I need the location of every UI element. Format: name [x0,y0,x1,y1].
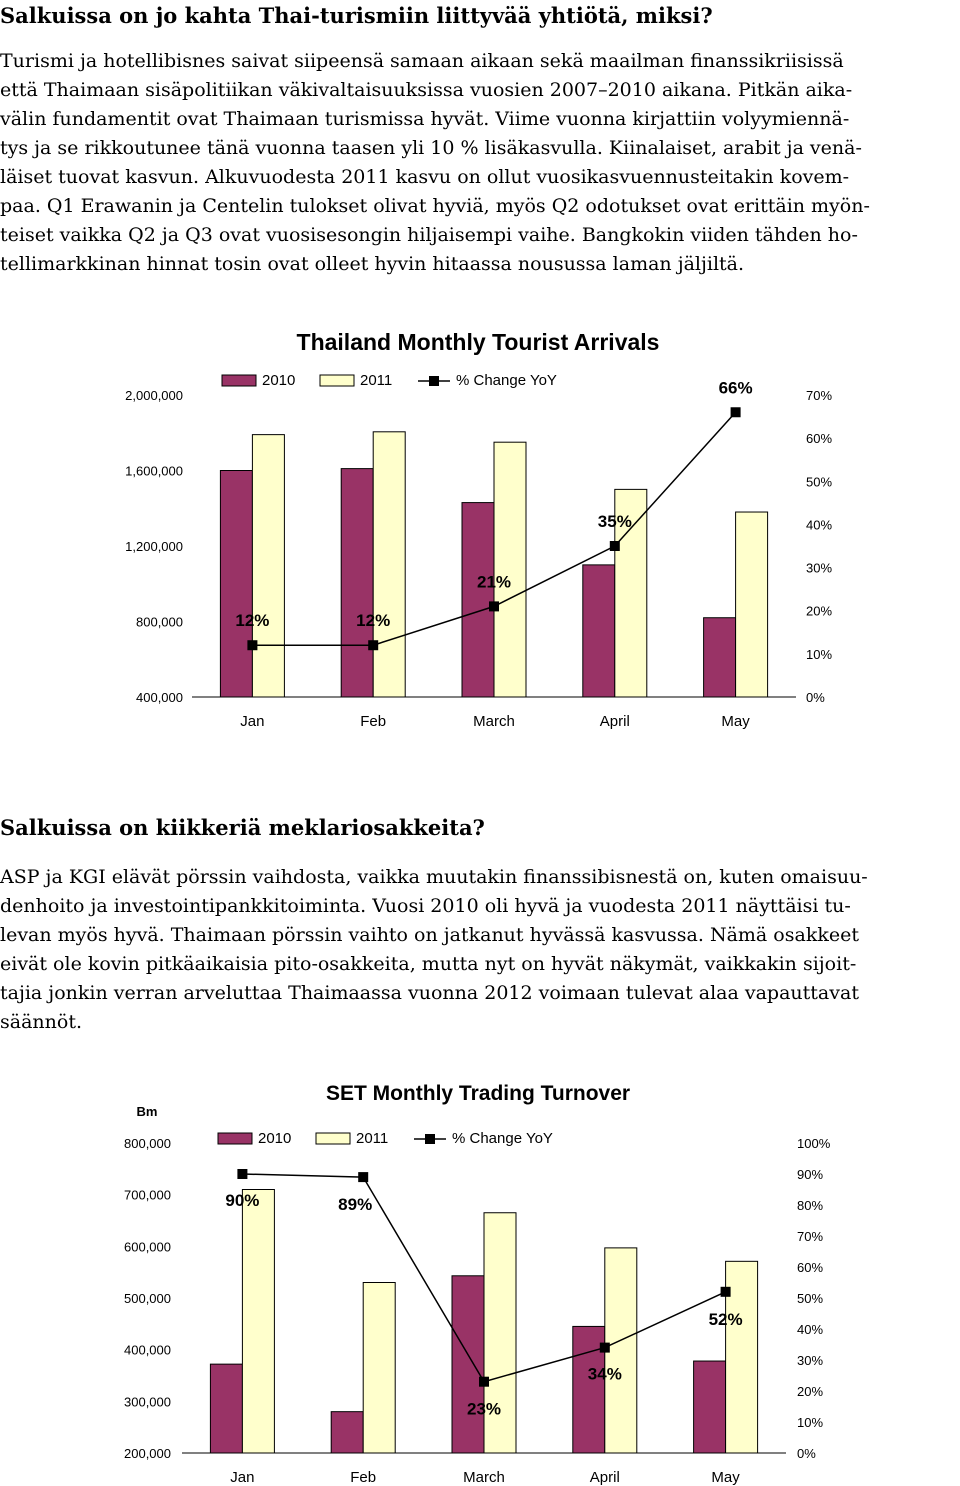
text-line: tys ja se rikkoutunee tänä vuonna taasen yli 10 % lisäkasvulla. Kiinalaiset, arabit ja venä- [0,137,862,159]
data-label: 23% [466,1399,502,1419]
y2-tick-label: 10% [797,1415,824,1430]
y2-tick-label: 70% [806,388,833,403]
tourist-arrivals-chart [0,310,960,750]
y2-tick-label: 20% [797,1384,824,1399]
yoy-point-marker [358,1172,368,1182]
paragraph-brokers [0,863,956,1037]
y2-tick-label: 80% [797,1198,824,1213]
y2-tick-label: 0% [797,1446,816,1461]
bar-2010 [452,1276,484,1453]
unit-label: Bm [136,1104,158,1119]
y2-tick-label: 60% [797,1260,824,1275]
paragraph-tourism [0,47,956,279]
y2-tick-label: 90% [797,1167,824,1182]
bar-2011 [373,432,405,697]
yoy-point-marker [247,640,257,650]
legend-swatch-2010 [218,1133,252,1144]
legend-swatch-2011 [316,1133,350,1144]
text-line: että Thaimaan sisäpolitiikan väkivaltaisuuksissa vuosien 2007–2010 aikana. Pitkän aika- [0,79,853,101]
bar-2010 [220,471,252,698]
bar-2010 [341,469,373,697]
yoy-point-marker [479,1377,489,1387]
y2-tick-label: 10% [806,646,833,662]
text-line: levan myös hyvä. Thaimaan pörssin vaihto on jatkanut hyvässä kasvussa. Nämä osakkeet [0,924,859,946]
x-category-label: May [711,1469,740,1486]
bar-2010 [704,618,736,697]
data-label: 89% [338,1195,373,1215]
legend-label-2010: 2010 [258,1130,292,1147]
y2-tick-label: 70% [797,1229,824,1244]
yoy-point-marker [237,1169,247,1179]
y-tick-label: 400,000 [136,690,183,705]
y2-tick-label: 50% [797,1291,824,1306]
x-category-label: Jan [240,713,265,730]
legend-marker-yoy [425,1134,435,1144]
y-tick-label: 800,000 [124,1136,171,1151]
bar-2010 [694,1361,726,1453]
text-line: välin fundamentit ovat Thaimaan turismissa hyvät. Viime vuonna kirjattiin volyymiennä- [0,108,850,130]
y-tick-label: 800,000 [136,614,183,630]
y2-tick-label: 40% [797,1322,824,1337]
y2-tick-label: 0% [806,690,825,705]
y2-tick-label: 20% [806,603,833,619]
bar-2011 [736,512,768,697]
y2-tick-label: 30% [806,560,833,576]
data-label: 90% [225,1191,260,1210]
bar-2010 [462,503,494,697]
section-heading-brokers: Salkuissa on kiikkeriä meklariosakkeita? [0,815,485,840]
x-category-label: April [589,1469,620,1486]
legend-marker-yoy [429,376,439,386]
y2-tick-label: 30% [797,1353,824,1368]
y-tick-label: 300,000 [124,1394,171,1410]
text-line: paa. Q1 Erawanin ja Centelin tulokset olivat hyviä, myös Q2 odotukset ovat erittäin myön- [0,195,870,217]
bar-2011 [363,1283,395,1454]
yoy-point-marker [721,1287,731,1297]
section-heading-tourism: Salkuissa on jo kahta Thai-turismiin liittyvää yhtiötä, miksi? [0,3,713,28]
bar-2011 [252,435,284,697]
legend-label-yoy: % Change YoY [456,372,557,389]
bar-2010 [210,1364,242,1453]
text-line: teiset vaikka Q2 ja Q3 ovat vuosisesongin hiljaisempi vaihe. Bangkokin viiden tähden ho- [0,224,858,246]
bar-2011 [494,442,526,697]
text-line: Turismi ja hotellibisnes saivat siipeensä samaan aikaan sekä maailman finanssikriisissä [0,50,844,72]
data-label: 21% [476,572,512,592]
x-category-label: Feb [360,713,387,730]
bar-2011 [242,1190,274,1454]
text-line: denhoito ja investointipankkitoiminta. Vuosi 2010 oli hyvä ja vuodesta 2011 näyttäisi tu- [0,895,851,917]
yoy-point-marker [731,407,741,417]
data-label: 12% [356,611,391,631]
y-tick-label: 200,000 [124,1446,171,1461]
y-tick-label: 500,000 [124,1291,171,1306]
text-line: tellimarkkinan hinnat tosin ovat olleet hyvin hitaassa nousussa laman jäljiltä. [0,253,745,275]
yoy-point-marker [600,1343,610,1353]
text-line: tajia jonkin verran arveluttaa Thaimaassa vuonna 2012 voimaan tulevat alaa vapauttavat [0,982,859,1004]
text-line: ASP ja KGI elävät pörssin vaihdosta, vaikka muutakin finanssibisnestä on, kuten omaisuu- [0,866,868,888]
legend-label-2010: 2010 [262,372,296,389]
y2-tick-label: 100% [797,1136,831,1151]
y-tick-label: 1,600,000 [125,463,183,479]
data-label: 66% [718,378,753,398]
legend-label-2011: 2011 [360,372,393,389]
bar-2010 [331,1412,363,1453]
y-tick-label: 1,200,000 [125,539,183,554]
set-turnover-chart [0,1060,960,1486]
y-tick-label: 400,000 [124,1342,171,1358]
y2-tick-label: 50% [806,474,833,490]
x-category-label: Feb [350,1469,377,1486]
x-category-label: Jan [230,1469,255,1486]
x-category-label: May [721,713,750,730]
x-category-label: April [599,713,630,730]
yoy-point-marker [489,601,499,611]
y-tick-label: 600,000 [124,1239,171,1255]
y2-tick-label: 40% [806,517,833,533]
data-label: 12% [235,611,270,631]
data-label: 35% [597,512,632,531]
x-category-label: March [473,713,515,730]
data-label: 34% [587,1364,622,1384]
bar-2010 [583,565,615,697]
chart-title: Thailand Monthly Tourist Arrivals [296,329,660,355]
y-tick-label: 2,000,000 [125,388,183,403]
legend-label-2011: 2011 [356,1130,389,1147]
y-tick-label: 700,000 [124,1187,171,1203]
legend-label-yoy: % Change YoY [452,1130,553,1147]
text-line: säännöt. [0,1011,82,1033]
chart-title: SET Monthly Trading Turnover [325,1082,631,1105]
legend-swatch-2010 [222,375,256,386]
data-label: 52% [708,1309,743,1329]
yoy-point-marker [368,640,378,650]
yoy-point-marker [610,541,620,551]
y2-tick-label: 60% [806,431,833,447]
x-category-label: March [463,1469,505,1486]
legend-swatch-2011 [320,375,354,386]
text-line: eivät ole kovin pitkäaikaisia pito-osakkeita, mutta nyt on hyvät näkymät, vaikkakin sijoit- [0,953,857,975]
text-line: läiset tuovat kasvun. Alkuvuodesta 2011 kasvu on ollut vuosikasvuennusteitakin kovem- [0,166,850,188]
